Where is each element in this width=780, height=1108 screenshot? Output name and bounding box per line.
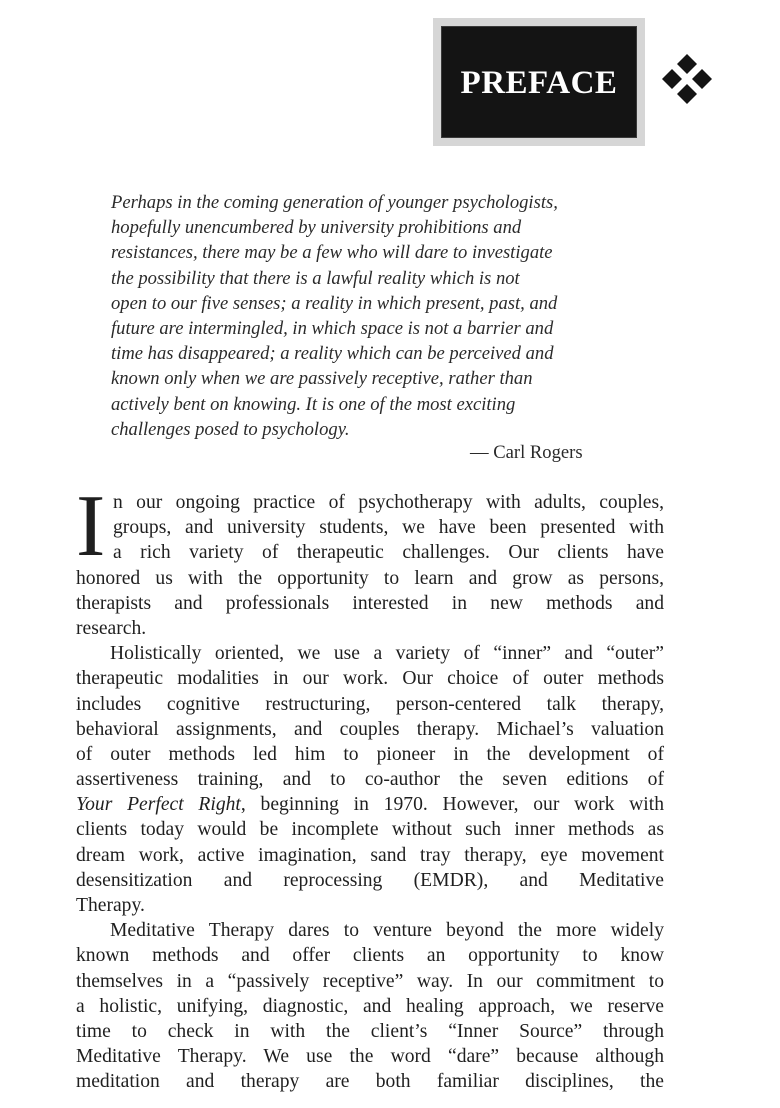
body-line: behavioral assignments, and couples therapy. Michael’s valuation bbox=[76, 718, 664, 740]
epigraph-quote bbox=[111, 190, 671, 442]
preface-heading-box bbox=[433, 18, 645, 146]
body-line: Holistically oriented, we use a variety of “inner” and “outer” bbox=[110, 643, 664, 665]
body-line: therapeutic modalities in our work. Our choice of outer methods bbox=[76, 668, 664, 690]
body-line: a holistic, unifying, diagnostic, and healing approach, we reserve bbox=[76, 995, 664, 1017]
epigraph-line: resistances, there may be a few who will dare to investigate bbox=[111, 242, 553, 264]
body-line: time to check in with the client’s “Inner Source” through bbox=[76, 1020, 664, 1042]
body-line: meditation and therapy are both familiar disciplines, the bbox=[76, 1071, 664, 1093]
epigraph-line: open to our five senses; a reality in which present, past, and bbox=[111, 292, 558, 314]
epigraph-line: the possibility that there is a lawful reality which is not bbox=[111, 267, 520, 289]
body-line: research. bbox=[76, 617, 147, 639]
book-title: Your Perfect Right bbox=[76, 794, 241, 816]
body-line: dream work, active imagination, sand tray therapy, eye movement bbox=[76, 844, 664, 866]
body-line bbox=[76, 792, 664, 817]
body-line: groups, and university students, we have been presented with bbox=[113, 517, 664, 539]
body-line: clients today would be incomplete without such inner methods as bbox=[76, 819, 664, 841]
epigraph-line: Perhaps in the coming generation of younger psychologists, bbox=[111, 192, 558, 213]
body-line: a rich variety of therapeutic challenges. Our clients have bbox=[113, 542, 664, 564]
body-line: Meditative Therapy dares to venture beyond the more widely bbox=[110, 920, 664, 942]
drop-cap: I bbox=[76, 478, 106, 575]
body-line-rest: , beginning in 1970. However, our work with bbox=[240, 794, 664, 816]
preface-title: PREFACE bbox=[460, 64, 618, 101]
body-line: includes cognitive restructuring, person-centered talk therapy, bbox=[76, 693, 664, 715]
epigraph-attribution: — Carl Rogers bbox=[470, 442, 583, 463]
body-text bbox=[76, 478, 664, 1095]
epigraph-line: challenges posed to psychology. bbox=[111, 418, 350, 440]
body-line: desensitization and reprocessing (EMDR), and Meditative bbox=[76, 869, 664, 891]
body-line: Meditative Therapy. We use the word “dare” because although bbox=[76, 1046, 664, 1068]
epigraph-line: actively bent on knowing. It is one of the most exciting bbox=[111, 393, 516, 415]
body-line: therapists and professionals interested in new methods and bbox=[76, 592, 664, 614]
body-line: themselves in a “passively receptive” way. In our commitment to bbox=[76, 970, 664, 992]
body-line: honored us with the opportunity to learn and grow as persons, bbox=[76, 567, 664, 589]
epigraph-line: known only when we are passively receptive, rather than bbox=[111, 368, 533, 390]
epigraph-line: hopefully unencumbered by university prohibitions and bbox=[111, 217, 522, 239]
body-line: known methods and offer clients an opportunity to know bbox=[76, 945, 664, 967]
body-line: Therapy. bbox=[76, 895, 145, 916]
epigraph-line: time has disappeared; a reality which can be perceived and bbox=[111, 343, 554, 365]
epigraph-line: future are intermingled, in which space is not a barrier and bbox=[111, 318, 554, 340]
body-line: assertiveness training, and to co-author the seven editions of bbox=[76, 769, 664, 791]
body-line: of outer methods led him to pioneer in the development of bbox=[76, 743, 664, 765]
preface-heading-plate bbox=[441, 26, 637, 138]
body-line: n our ongoing practice of psychotherapy with adults, couples, bbox=[113, 492, 664, 513]
diamond-ornament-icon bbox=[660, 52, 714, 106]
